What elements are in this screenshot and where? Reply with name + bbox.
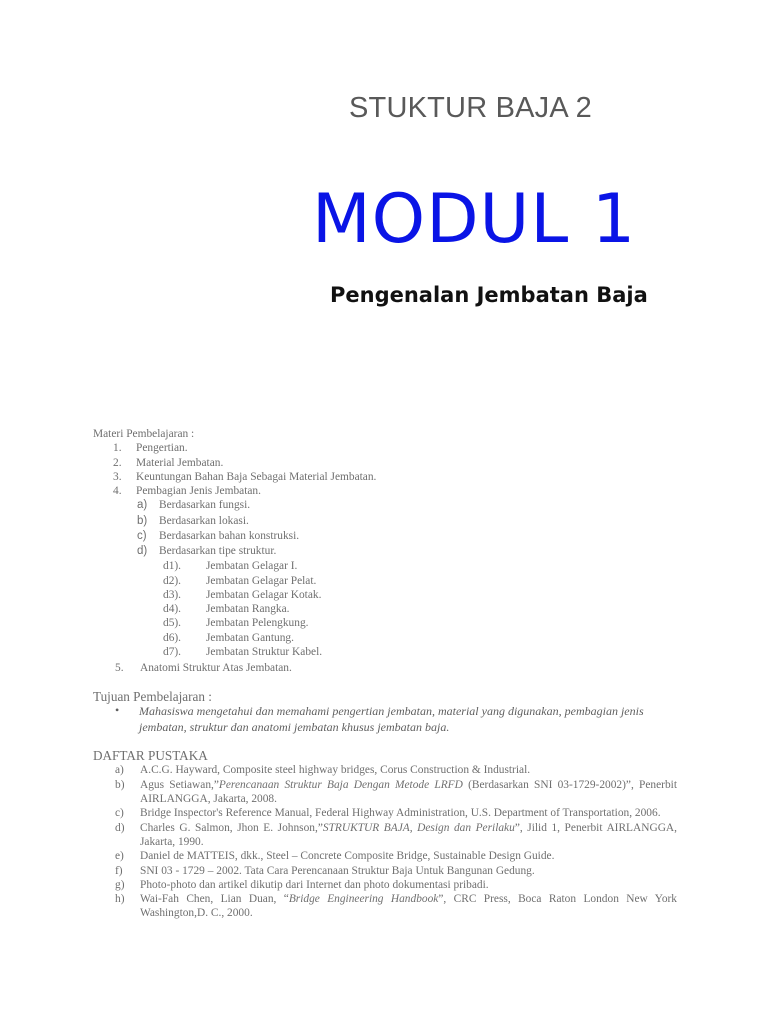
list-number: 2. [113, 456, 122, 469]
list-number: d5). [163, 617, 182, 630]
list-number: d7). [163, 646, 182, 659]
list-text: Jembatan Gantung. [206, 631, 294, 644]
list-number: d4). [163, 603, 182, 616]
list-item [93, 441, 677, 455]
tujuan-text: Mahasiswa mengetahui dan memahami pengertian jembatan, material yang digunakan, pembagian jenis jembatan, struktur dan anatomi jembatan khusus jembatan baja. [139, 703, 644, 734]
reference-letter: h) [115, 893, 125, 906]
reference-letter: a) [115, 764, 124, 777]
sub-sub-list-item [93, 645, 677, 659]
list-number: 4. [113, 485, 122, 498]
sub-sub-list-item [93, 574, 677, 588]
tujuan-heading: Tujuan Pembelajaran : [93, 688, 212, 704]
list-text: Jembatan Rangka. [206, 603, 290, 616]
reference-letter: c) [115, 807, 124, 820]
list-letter: a) [137, 499, 148, 512]
list-number: d6). [163, 631, 182, 644]
sub-sub-list-item [93, 616, 677, 630]
list-text: Berdasarkan lokasi. [159, 514, 249, 527]
list-text: Berdasarkan fungsi. [159, 499, 251, 512]
list-text: Jembatan Gelagar I. [206, 560, 298, 573]
sub-list-item [93, 529, 677, 544]
reference-item [93, 878, 677, 892]
reference-item [93, 849, 677, 863]
list-number: 1. [113, 442, 122, 455]
reference-text: Bridge Inspector's Reference Manual, Federal Highway Administration, U.S. Department of Transportation, 2006. [140, 807, 661, 820]
list-number: 3. [113, 470, 122, 483]
list-number: d1). [163, 560, 182, 573]
sub-list-item [93, 498, 677, 513]
sub-list-item [93, 514, 677, 529]
list-item [93, 470, 677, 484]
list-number: d2). [163, 574, 182, 587]
sub-list-item [93, 544, 677, 559]
pustaka-section [93, 749, 677, 921]
module-title: MODUL 1 [312, 180, 637, 259]
reference-text: A.C.G. Hayward, Composite steel highway bridges, Corus Construction & Industrial. [140, 764, 531, 777]
reference-text: Photo-photo dan artikel dikutip dari Internet dan photo dokumentasi pribadi. [140, 878, 489, 891]
list-text: Keuntungan Bahan Baja Sebagai Material Jembatan. [136, 470, 377, 483]
tujuan-item [93, 704, 677, 735]
materi-section [93, 427, 677, 676]
reference-item [93, 892, 677, 921]
reference-letter: b) [115, 778, 125, 791]
list-number: d3). [163, 588, 182, 601]
module-subtitle: Pengenalan Jembatan Baja [330, 283, 648, 307]
list-text: Anatomi Struktur Atas Jembatan. [140, 662, 292, 675]
pustaka-heading: DAFTAR PUSTAKA [93, 748, 208, 764]
reference-item [93, 763, 677, 777]
course-title: STUKTUR BAJA 2 [349, 92, 592, 124]
reference-letter: e) [115, 850, 124, 863]
bullet-icon: • [115, 702, 120, 717]
tujuan-section [93, 690, 677, 735]
list-text: Jembatan Gelagar Kotak. [206, 588, 322, 601]
reference-item [93, 821, 677, 850]
list-item [93, 484, 677, 498]
list-text: Berdasarkan tipe struktur. [159, 545, 277, 558]
list-item [93, 456, 677, 470]
sub-sub-list-item [93, 588, 677, 602]
materi-heading: Materi Pembelajaran : [93, 428, 195, 440]
document-body [93, 427, 677, 921]
list-number: 5. [115, 662, 124, 675]
sub-sub-list-item [93, 631, 677, 645]
list-text: Jembatan Struktur Kabel. [206, 646, 323, 659]
list-text: Jembatan Pelengkung. [206, 617, 309, 630]
reference-item [93, 864, 677, 878]
list-text: Berdasarkan bahan konstruksi. [159, 529, 300, 542]
list-item [93, 661, 677, 675]
sub-sub-list-item [93, 559, 677, 573]
reference-text: Agus Setiawan,”Perencanaan Struktur Baja Dengan Metode LRFD (Berdasarkan SNI 03-1729-2002)”, Penerbit AIRLANGGA, Jakarta, 2008. [140, 778, 677, 806]
reference-letter: d) [115, 821, 125, 834]
reference-text: SNI 03 - 1729 – 2002. Tata Cara Perencanaan Struktur Baja Untuk Bangunan Gedung. [140, 864, 535, 877]
sub-sub-list-item [93, 602, 677, 616]
reference-letter: f) [115, 864, 123, 877]
reference-text: Charles G. Salmon, Jhon E. Johnson,”STRUKTUR BAJA, Design dan Perilaku”, Jilid 1, Penerbit AIRLANGGA, Jakarta, 1990. [140, 821, 677, 848]
list-text: Material Jembatan. [136, 456, 224, 469]
list-letter: d) [137, 545, 148, 558]
reference-text: Daniel de MATTEIS, dkk., Steel – Concrete Composite Bridge, Sustainable Design Guide. [140, 850, 555, 863]
reference-item [93, 778, 677, 807]
list-text: Pembagian Jenis Jembatan. [136, 485, 261, 498]
list-letter: b) [137, 514, 148, 527]
list-text: Pengertian. [136, 442, 188, 455]
list-letter: c) [137, 529, 147, 542]
list-text: Jembatan Gelagar Pelat. [206, 574, 317, 587]
reference-item [93, 806, 677, 820]
reference-letter: g) [115, 878, 125, 891]
reference-text: Wai-Fah Chen, Lian Duan, “Bridge Engineering Handbook”, CRC Press, Boca Raton London New York Washington,D. C., 2000. [140, 893, 677, 920]
